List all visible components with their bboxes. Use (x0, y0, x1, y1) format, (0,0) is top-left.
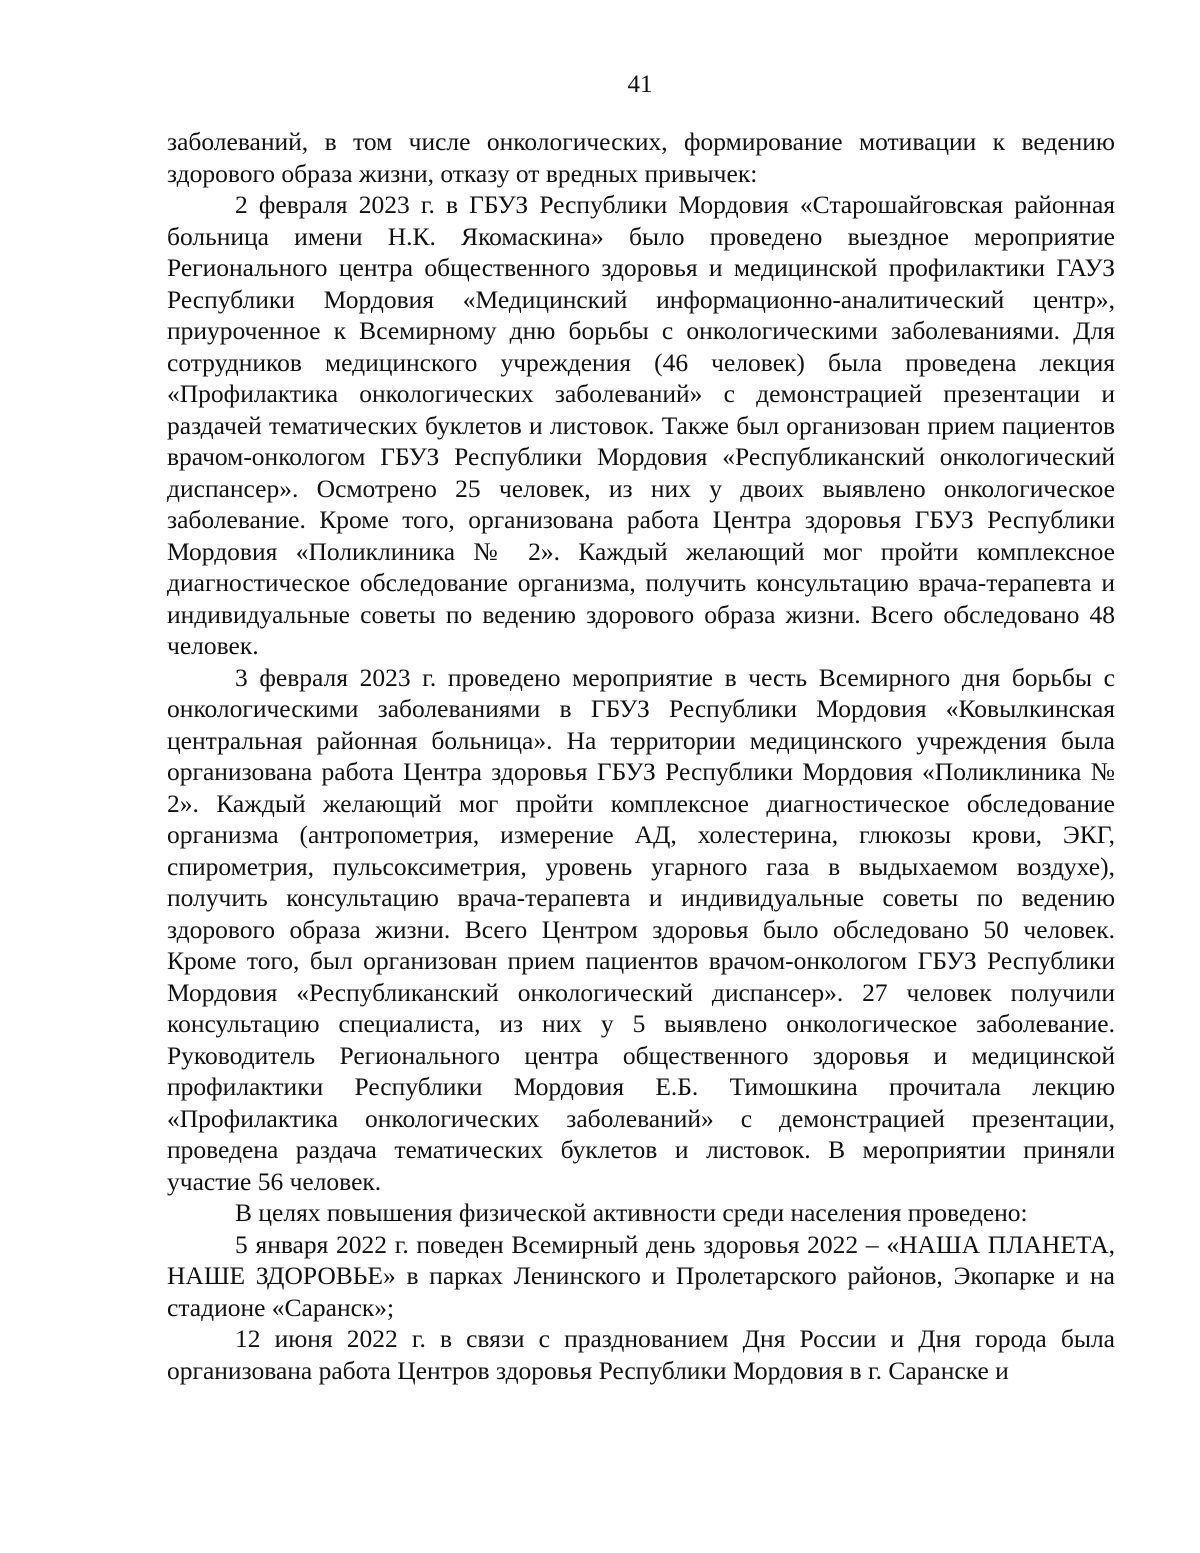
paragraph-physical-activity-intro: В целях повышения физической активности среди населения проведено: (235, 1198, 1028, 1227)
paragraph-kovylkino-event: 3 февраля 2023 г. проведено мероприятие в честь Всемирного дня борьбы с онкологическими заболеваниями в ГБУЗ Республики Мордовия «Ковылкинская центральная районная больница». На территории медицинского учреждения была организована работа Центра здоровья ГБУЗ Республики Мордовия «Поликлиника № 2». Каждый желающий мог пройти комплексное диагностическое обследование организма (антропометрия, измерение АД, холестерина, глюкозы крови, ЭКГ, спирометрия, пульсоксиметрия, уровень угарного газа в выдыхаемом воздухе), получить консультацию врача-терапевта и индивидуальные советы по ведению здорового образа жизни. Всего Центром здоровья было обследовано 50 человек. Кроме того, был организован прием пациентов врачом-онкологом ГБУЗ Республики Мордовия «Республиканский онкологический диспансер». 27 человек получили консультацию специалиста, из них у 5 выявлено онкологическое заболевание. Руководитель Регионального центра общественного здоровья и медицинской профилактики Республики Мордовия Е.Б. Тимошкина прочитала лекцию «Профилактика онкологических заболеваний» с демонстрацией презентации, проведена раздача тематических буклетов и листовок. В мероприятии приняли участие 56 человек. (167, 662, 1115, 1196)
paragraph-russia-day: 12 июня 2022 г. в связи с празднованием Дня России и Дня города была организована работа Центров здоровья Республики Мордовия в г. Саранске и (167, 1324, 1115, 1385)
document-body (167, 126, 1115, 1386)
paragraph-starosheygovo-event: 2 февраля 2023 г. в ГБУЗ Республики Мордовия «Старошайговская районная больница имени Н.К. Якомаскина» было проведено выездное мероприятие Регионального центра общественного здоровья и медицинской профилактики ГАУЗ Республики Мордовия «Медицинский информационно-аналитический центр», приуроченное к Всемирному дню борьбы с онкологическими заболеваниями. Для сотрудников медицинского учреждения (46 человек) была проведена лекция «Профилактика онкологических заболеваний» с демонстрацией презентации и раздачей тематических буклетов и листовок. Также был организован прием пациентов врачом-онкологом ГБУЗ Республики Мордовия «Республиканский онкологический диспансер». Осмотрено 25 человек, из них у двоих выявлено онкологическое заболевание. Кроме того, организована работа Центра здоровья ГБУЗ Республики Мордовия «Поликлиника № 2». Каждый желающий мог пройти комплексное диагностическое обследование организма, получить консультацию врача-терапевта и индивидуальные советы по ведению здорового образа жизни. Всего обследовано 48 человек. (167, 190, 1115, 660)
paragraph-continuation: заболеваний, в том числе онкологических, формирование мотивации к ведению здорового образа жизни, отказу от вредных привычек: (167, 127, 1115, 188)
page-number: 41 (627, 71, 653, 98)
paragraph-health-day: 5 января 2022 г. поведен Всемирный день здоровья 2022 – «НАША ПЛАНЕТА, НАШЕ ЗДОРОВЬЕ» в парках Ленинского и Пролетарского районов, Экопарке и на стадионе «Саранск»; (167, 1229, 1115, 1322)
